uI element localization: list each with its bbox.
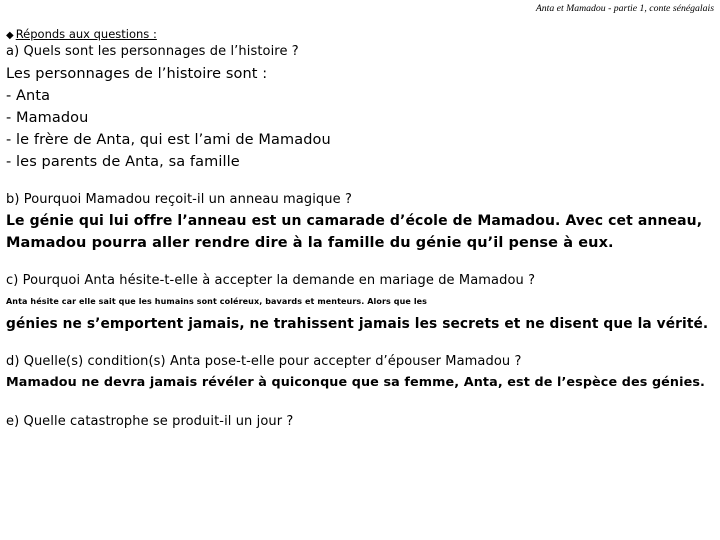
- answer-d: [6, 372, 705, 394]
- instruction-text: Réponds aux questions :: [15, 27, 157, 41]
- document-header: Anta et Mamadou - partie 1, conte sénégalais: [535, 3, 714, 14]
- answer-line: Anta hésite car elle sait que les humains sont coléreux, bavards et menteurs. Alors que les: [6, 297, 428, 306]
- diamond-bullet-icon: ◆: [6, 30, 14, 41]
- question-a: a) Quels sont les personnages de l’histoire ?: [6, 44, 299, 59]
- answer-line: Mamadou ne devra jamais révéler à quiconque que sa femme, Anta, est de l’espèce des génies.: [6, 375, 705, 390]
- answer-line: - le frère de Anta, qui est l’ami de Mamadou: [6, 132, 331, 148]
- question-b: b) Pourquoi Mamadou reçoit-il un anneau magique ?: [6, 192, 352, 207]
- answer-line: Mamadou pourra aller rendre dire à la famille du génie qu’il pense à eux.: [6, 235, 614, 251]
- answer-line: Le génie qui lui offre l’anneau est un camarade d’école de Mamadou. Avec cet anneau,: [6, 213, 703, 229]
- answer-line: - Anta: [6, 88, 51, 104]
- answer-line: Les personnages de l’histoire sont :: [6, 66, 268, 82]
- answer-c: [6, 291, 708, 335]
- instruction: [6, 27, 157, 41]
- question-d: d) Quelle(s) condition(s) Anta pose-t-elle pour accepter d’épouser Mamadou ?: [6, 354, 522, 369]
- answer-line: - les parents de Anta, sa famille: [6, 154, 240, 170]
- question-c: c) Pourquoi Anta hésite-t-elle à accepter la demande en mariage de Mamadou ?: [6, 273, 536, 288]
- answer-line: génies ne s’emportent jamais, ne trahissent jamais les secrets et ne disent que la vérité.: [6, 316, 709, 332]
- answer-line: - Mamadou: [6, 110, 89, 126]
- answer-a: [6, 63, 331, 173]
- answer-b: [6, 210, 702, 254]
- question-e: e) Quelle catastrophe se produit-il un jour ?: [6, 414, 294, 429]
